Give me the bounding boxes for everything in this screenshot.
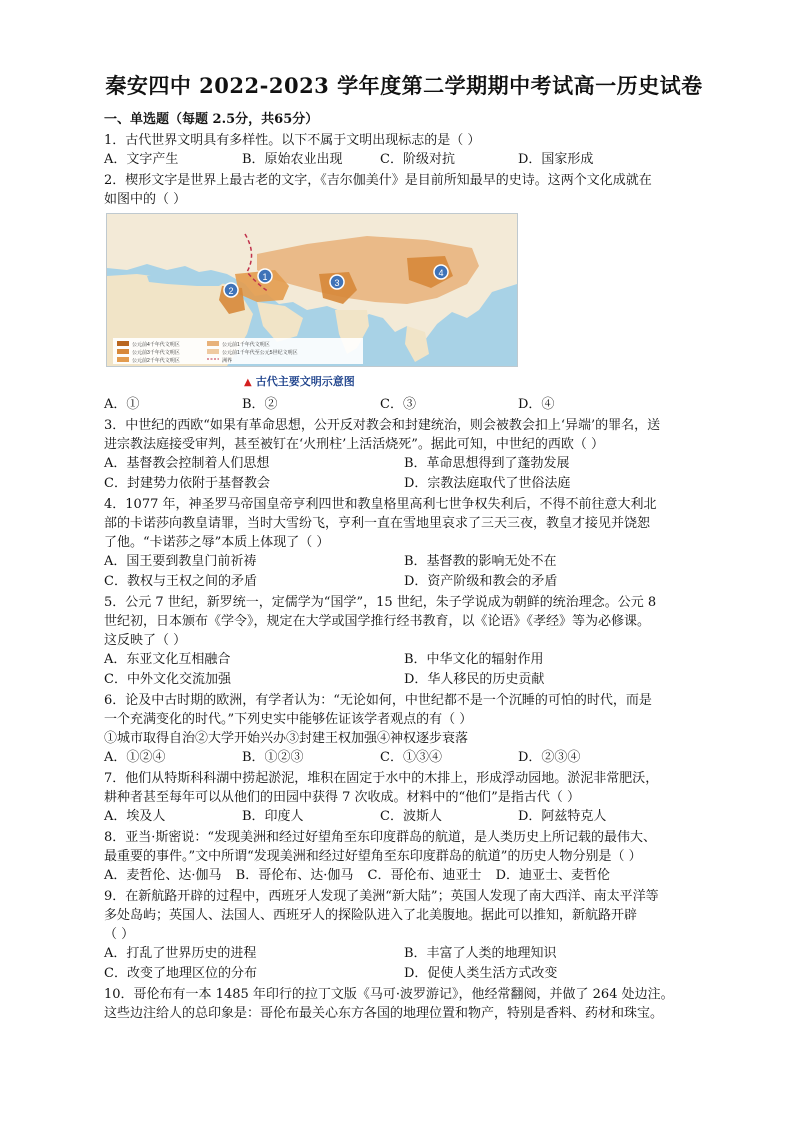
option-c: C．波斯人: [380, 809, 442, 824]
map-marker-1: [258, 269, 272, 283]
question-5: [104, 593, 704, 690]
option-b: B．原始农业出现: [242, 152, 343, 167]
option-b: B．基督教的影响无处不在: [404, 554, 557, 569]
question-stem: 耕种者甚至每年可以从他们的田园中获得 7 次收成。材料中的“他们”是指古代（ ）: [104, 790, 580, 805]
question-4: [104, 495, 704, 592]
question-stem: 7．他们从特斯科科湖中捞起淤泥，堆积在固定于水中的木排上，形成浮动园地。淤泥非常肥沃，: [104, 771, 659, 786]
question-stem: 1．古代世界文明具有多样性。以下不属于文明出现标志的是（ ）: [104, 133, 481, 148]
exam-page: [104, 70, 704, 1023]
option-a: A．打乱了世界历史的进程: [104, 946, 257, 961]
option-b: B．②: [242, 397, 278, 412]
options: [104, 150, 704, 170]
civilization-map: [106, 213, 518, 367]
option-a: A．东亚文化互相融合: [104, 652, 231, 667]
legend-item: 公元前2千年代文明区: [132, 358, 180, 364]
question-2: [104, 171, 704, 415]
options: [104, 395, 704, 415]
map-image: [107, 214, 517, 366]
option-c: C．封建势力依附于基督教会: [104, 476, 270, 491]
question-stem: 6．论及中古时期的欧洲，有学者认为：“无论如何，中世纪都不是一个沉睡的可怕的时代，而是: [104, 693, 652, 708]
page-title: 秦安四中 2022-2023 学年度第二学期期中考试高一历史试卷: [105, 73, 703, 98]
option-b: B．丰富了人类的地理知识: [404, 946, 557, 961]
question-10: [104, 985, 704, 1023]
question-stem: 了他。“卡诺莎之辱”本质上体现了（ ）: [104, 535, 330, 550]
question-stem: 10．哥伦布有一本 1485 年印行的拉丁文版《马可·波罗游记》，他经常翻阅，并做了 264 处边注。: [104, 987, 674, 1002]
question-6: [104, 691, 704, 768]
option-b: B．①②③: [242, 750, 304, 765]
option-d: D．②③④: [518, 750, 581, 765]
question-stem: 这反映了（ ）: [104, 633, 187, 648]
option-a: A．埃及人: [104, 809, 166, 824]
options: [104, 552, 704, 592]
option-d: D．阿兹特克人: [518, 809, 607, 824]
question-stem: 2．楔形文字是世界上最古老的文字，《吉尔伽美什》是目前所知最早的史诗。这两个文化成就在: [104, 173, 652, 188]
question-stem: 部的卡诺莎向教皇请罪，当时大雪纷飞，亨利一直在雪地里哀求了三天三夜，教皇才接见并饶恕: [104, 516, 651, 531]
option-a: A．麦哲伦、达·伽马: [104, 868, 222, 883]
option-d: D．宗教法庭取代了世俗法庭: [404, 476, 571, 491]
question-3: [104, 416, 704, 494]
legend-item: 公元前4千年代文明区: [132, 342, 180, 348]
question-stem: 多处岛屿；英国人、法国人、西班牙人的探险队进入了北美腹地。据此可以推知，新航路开辟: [104, 908, 638, 923]
marker-label-2: 2: [228, 286, 234, 296]
map-legend: [113, 338, 363, 364]
question-7: [104, 769, 704, 827]
question-stem: 9．在新航路开辟的过程中，西班牙人发现了美洲“新大陆”；英国人发现了南大西洋、南太平洋等: [104, 889, 659, 904]
question-stem: （ ）: [104, 927, 135, 942]
question-stem: 这些边注给人的总印象是：哥伦布最关心东方各国的地理位置和物产，特别是香料、药材和珠宝。: [104, 1006, 664, 1021]
options: [104, 748, 704, 768]
options: [104, 454, 704, 494]
map-marker-3: [330, 275, 344, 289]
question-1: [104, 131, 704, 170]
options: [104, 944, 704, 984]
option-a: A．①: [104, 397, 140, 412]
question-stem: 如图中的（ ）: [104, 192, 187, 207]
option-d: D．资产阶级和教会的矛盾: [404, 574, 558, 589]
marker-label-3: 3: [334, 278, 340, 288]
question-stem: 最重要的事件。”文中所谓“发现美洲和经过好望角至东印度群岛的航道”的历史人物分别是（ ）: [104, 849, 642, 864]
option-b: B．革命思想得到了蓬勃发展: [404, 456, 570, 471]
option-b: B．哥伦布、达·伽马: [235, 868, 354, 883]
options: [104, 807, 704, 827]
question-stem: 8．亚当·斯密说：“发现美洲和经过好望角至东印度群岛的航道，是人类历史上所记载的最伟大、: [104, 830, 657, 845]
option-c: C．阶级对抗: [380, 152, 455, 167]
question-stem: ①城市取得自治②大学开始兴办③封建王权加强④神权逐步衰落: [104, 731, 469, 746]
legend-item: 洲界: [222, 358, 233, 364]
question-stem: 一个充满变化的时代。”下列史实中能够佐证该学者观点的有（ ）: [104, 712, 473, 727]
option-a: A．文字产生: [104, 152, 179, 167]
option-b: B．中华文化的辐射作用: [404, 652, 544, 667]
option-d: D．国家形成: [518, 152, 594, 167]
option-c: C．改变了地理区位的分布: [104, 966, 257, 981]
map-caption: [244, 373, 704, 389]
map-caption-text: 古代主要文明示意图: [255, 375, 355, 388]
option-c: C．③: [380, 397, 416, 412]
section-heading: 一、单选题（每题 2.5分，共65分）: [104, 112, 319, 127]
option-c: C．哥伦布、迪亚士: [367, 868, 482, 883]
marker-label-4: 4: [438, 268, 444, 278]
question-stem: 进宗教法庭接受审判，甚至被钉在‘火刑柱’上活活烧死”。据此可知，中世纪的西欧（ ）: [104, 437, 605, 452]
options: [104, 866, 704, 886]
option-d: D．华人移民的历史贡献: [404, 672, 545, 687]
option-c: C．教权与王权之间的矛盾: [104, 574, 257, 589]
marker-label-1: 1: [262, 272, 268, 282]
map-marker-2: [224, 283, 238, 297]
option-d: D．迪亚士、麦哲伦: [495, 868, 611, 883]
option-b: B．印度人: [242, 809, 304, 824]
option-a: A．①②④: [104, 750, 166, 765]
question-stem: 3．中世纪的西欧“如果有革命思想，公开反对教会和封建统治，则会被教会扣上‘异端’的罪名，送: [104, 418, 661, 433]
question-8: [104, 828, 704, 886]
option-c: C．①③④: [380, 750, 442, 765]
triangle-icon: ▲: [244, 377, 252, 388]
question-stem: 4．1077 年，神圣罗马帝国皇帝亨利四世和教皇格里高利七世争权失利后，不得不前往意大利北: [104, 497, 657, 512]
option-d: D．促使人类生活方式改变: [404, 966, 558, 981]
legend-item: 公元前1千年代至公元5世纪文明区: [222, 350, 298, 356]
question-stem: 5．公元 7 世纪，新罗统一，定儒学为“国学”，15 世纪，朱子学说成为朝鲜的统治理念。公元 8: [104, 595, 657, 610]
option-d: D．④: [518, 397, 555, 412]
options: [104, 650, 704, 690]
legend-item: 公元前3千年代文明区: [132, 350, 180, 356]
legend-item: 公元前1千年代文明区: [222, 342, 270, 348]
option-a: A．国王要到教皇门前祈祷: [104, 554, 257, 569]
option-c: C．中外文化交流加强: [104, 672, 231, 687]
question-9: [104, 887, 704, 984]
option-a: A．基督教会控制着人们思想: [104, 456, 270, 471]
map-marker-4: [434, 265, 448, 279]
question-stem: 世纪初，日本颁布《学令》，规定在大学或国学推行经书教育，以《论语》《孝经》等为必修课。: [104, 614, 651, 629]
